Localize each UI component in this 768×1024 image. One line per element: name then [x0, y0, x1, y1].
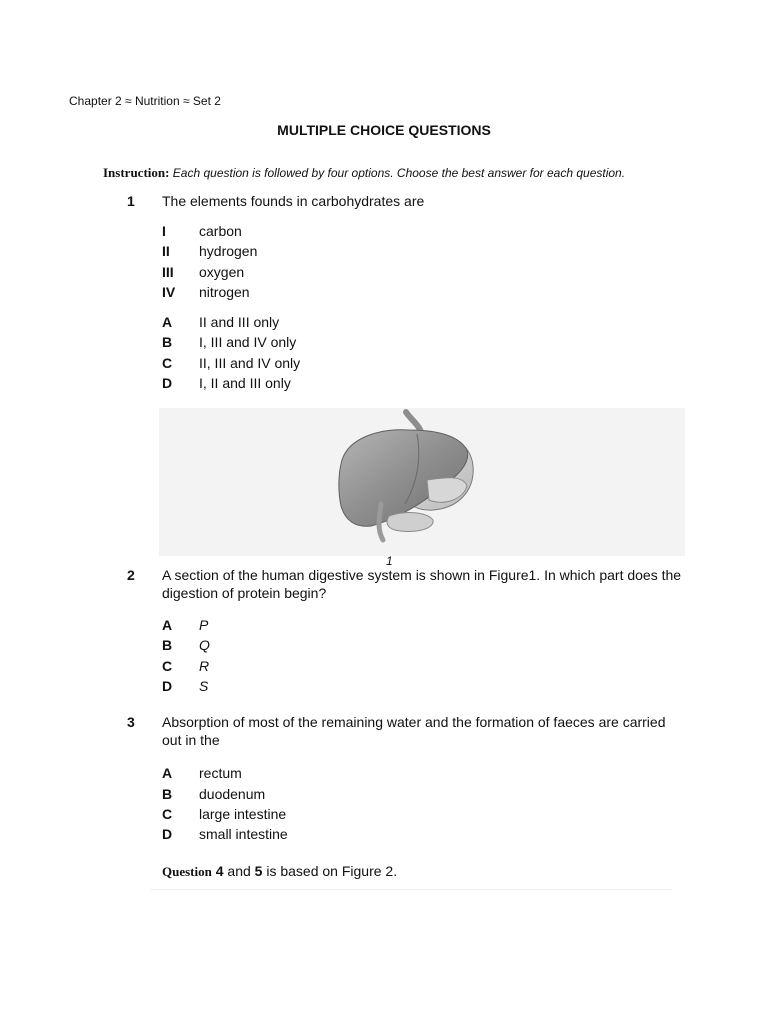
statement-item	[162, 243, 562, 263]
option-key: B	[162, 334, 173, 350]
answer-option-a[interactable]	[162, 617, 562, 637]
option-value: I, II and III only	[199, 375, 291, 391]
statement-value: carbon	[199, 223, 242, 239]
answer-option-b[interactable]	[162, 637, 562, 657]
figure-digestive-system	[159, 408, 685, 556]
page-title: MULTIPLE CHOICE QUESTIONS	[277, 122, 491, 138]
option-value: P	[199, 617, 209, 633]
question-text-2: A section of the human digestive system is shown in Figure1. In which part does the digestion of protein begin?	[162, 567, 682, 601]
question-text-3: Absorption of most of the remaining water and the formation of faeces are carried out in the	[162, 714, 666, 748]
instruction-label: Instruction:	[103, 165, 170, 180]
question-number-2: 2	[127, 567, 135, 583]
statement-item	[162, 264, 562, 284]
statement-key: III	[162, 264, 174, 280]
option-value: II, III and IV only	[199, 355, 301, 371]
answer-option-b[interactable]	[162, 334, 562, 354]
question-number-1: 1	[127, 193, 135, 209]
option-key: C	[162, 806, 173, 822]
answer-option-a[interactable]	[162, 314, 562, 334]
option-key: A	[162, 617, 173, 633]
option-value: rectum	[199, 765, 242, 781]
option-value: duodenum	[199, 786, 266, 802]
statement-key: II	[162, 243, 170, 259]
figure-caption: 1	[386, 554, 393, 568]
option-value: Q	[199, 637, 210, 653]
reference-mid: and	[223, 863, 255, 879]
divider	[150, 889, 672, 890]
answer-option-c[interactable]	[162, 355, 562, 375]
option-key: A	[162, 314, 173, 330]
liver-stomach-illustration	[159, 408, 685, 556]
option-value: I, III and IV only	[199, 334, 297, 350]
option-value: S	[199, 678, 209, 694]
option-key: D	[162, 678, 173, 694]
chapter-breadcrumb: Chapter 2 ≈ Nutrition ≈ Set 2	[69, 94, 221, 108]
option-key: B	[162, 786, 173, 802]
option-key: B	[162, 637, 173, 653]
option-key: C	[162, 355, 173, 371]
answer-option-d[interactable]	[162, 678, 562, 698]
option-key: D	[162, 826, 173, 842]
statement-key: IV	[162, 284, 176, 300]
reference-prefix: Question	[162, 864, 212, 879]
reference-number-1: 4	[215, 863, 224, 879]
answer-option-b[interactable]	[162, 786, 562, 806]
answer-option-c[interactable]	[162, 658, 562, 678]
answer-option-d[interactable]	[162, 375, 562, 395]
question-number-3: 3	[127, 714, 135, 730]
option-key: A	[162, 765, 173, 781]
reference-suffix: is based on Figure 2.	[262, 863, 398, 879]
statement-key: I	[162, 223, 166, 239]
option-key: C	[162, 658, 173, 674]
statement-value: oxygen	[199, 264, 245, 280]
reference-number-2: 5	[254, 863, 263, 879]
statement-item	[162, 223, 562, 243]
answer-option-c[interactable]	[162, 806, 562, 826]
option-value: II and III only	[199, 314, 280, 330]
instruction-text: Each question is followed by four options. Choose the best answer for each question.	[169, 166, 626, 180]
statement-value: nitrogen	[199, 284, 250, 300]
statement-item	[162, 284, 562, 304]
option-value: small intestine	[199, 826, 288, 842]
option-value: large intestine	[199, 806, 287, 822]
figure-reference-note	[162, 863, 397, 880]
question-text-1: The elements founds in carbohydrates are	[162, 193, 425, 209]
answer-option-d[interactable]	[162, 826, 562, 846]
option-key: D	[162, 375, 173, 391]
answer-option-a[interactable]	[162, 765, 562, 785]
option-value: R	[199, 658, 210, 674]
instruction	[103, 165, 625, 181]
statement-value: hydrogen	[199, 243, 258, 259]
